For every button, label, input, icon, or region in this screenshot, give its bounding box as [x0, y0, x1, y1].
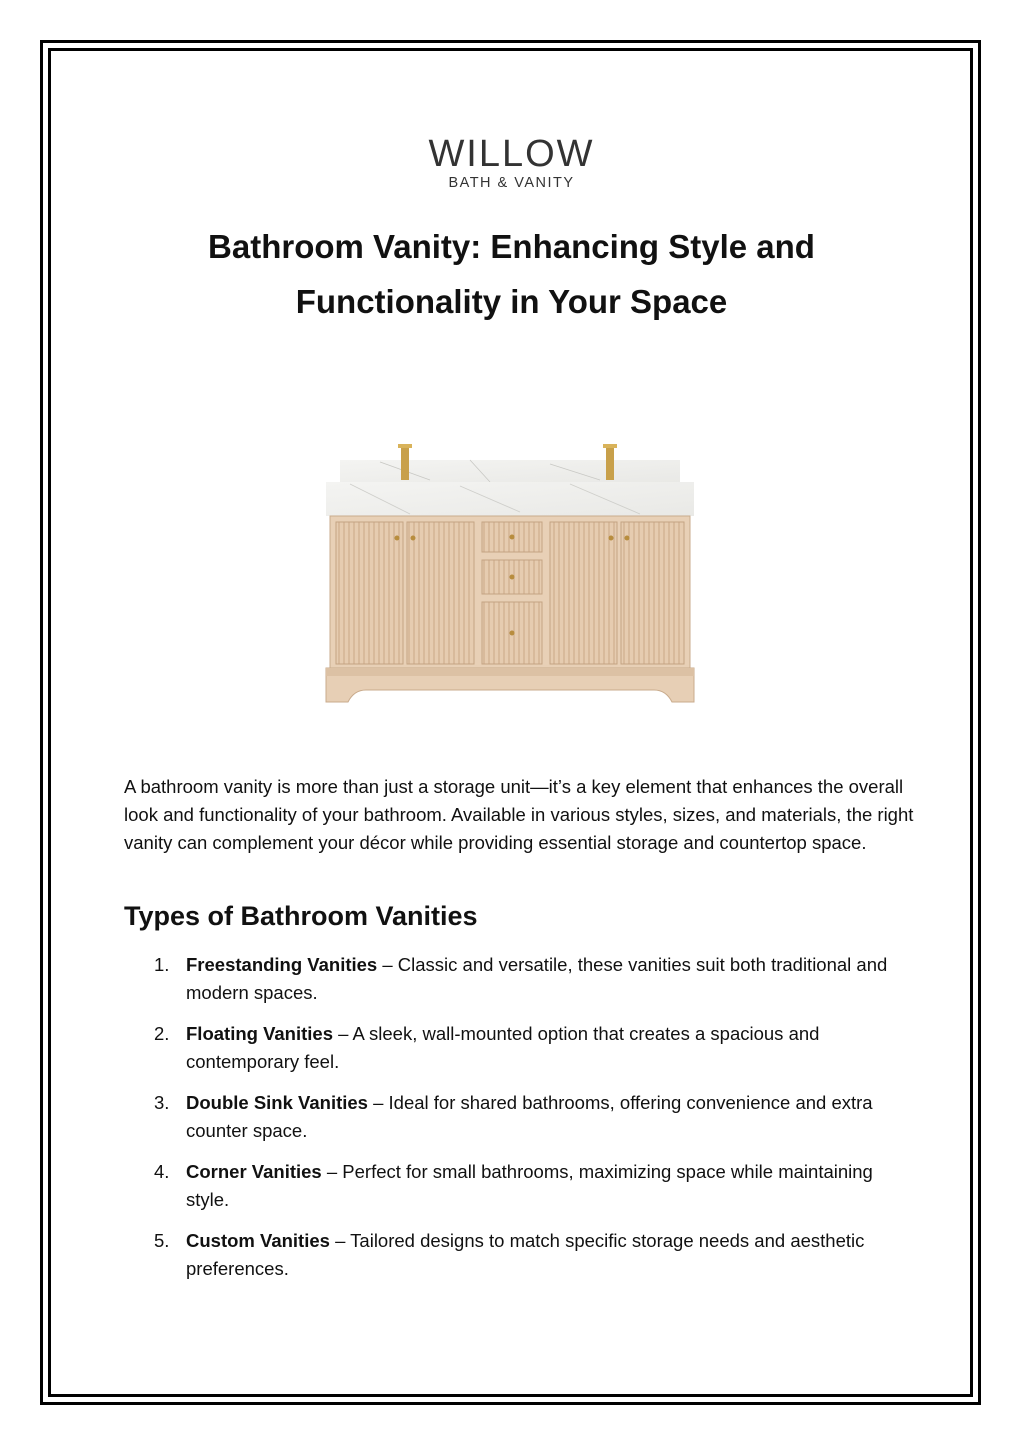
type-description: – Perfect for small bathrooms, maximizing space while maintaining style.	[186, 1161, 873, 1210]
type-name: Freestanding Vanities	[186, 954, 378, 975]
vanity-types-list	[124, 951, 914, 1296]
list-number: 3.	[154, 1092, 170, 1113]
type-description: – Classic and versatile, these vanities suit both traditional and modern spaces.	[186, 954, 888, 1003]
logo-wordmark: WILLOW	[428, 133, 595, 175]
list-item	[124, 1020, 914, 1076]
list-number: 1.	[154, 954, 170, 975]
type-description: – A sleek, wall-mounted option that creates a spacious and contemporary feel.	[186, 1023, 820, 1072]
type-name: Corner Vanities	[186, 1161, 322, 1182]
type-description: – Ideal for shared bathrooms, offering convenience and extra counter space.	[186, 1092, 873, 1141]
logo-tagline: BATH & VANITY	[448, 175, 575, 191]
list-item	[124, 1227, 914, 1283]
list-item	[124, 951, 914, 1007]
list-number: 5.	[154, 1230, 170, 1251]
list-item	[124, 1089, 914, 1145]
type-description: – Tailored designs to match specific storage needs and aesthetic preferences.	[186, 1230, 865, 1279]
type-name: Double Sink Vanities	[186, 1092, 368, 1113]
type-name: Custom Vanities	[186, 1230, 330, 1251]
list-item	[124, 1158, 914, 1214]
vanity-product-image	[320, 440, 700, 710]
intro-paragraph: A bathroom vanity is more than just a storage unit—it’s a key element that enhances the overall look and functionality of your bathroom. Available in various styles, sizes, and materials, the right vanity can complement your décor while providing essential storage and countertop space.	[124, 776, 914, 853]
page-title: Bathroom Vanity: Enhancing Style and Functionality in Your Space	[208, 228, 815, 320]
section-heading: Types of Bathroom Vanities	[124, 901, 478, 931]
brand-logo	[0, 135, 1023, 192]
list-number: 2.	[154, 1023, 170, 1044]
list-number: 4.	[154, 1161, 170, 1182]
type-name: Floating Vanities	[186, 1023, 333, 1044]
